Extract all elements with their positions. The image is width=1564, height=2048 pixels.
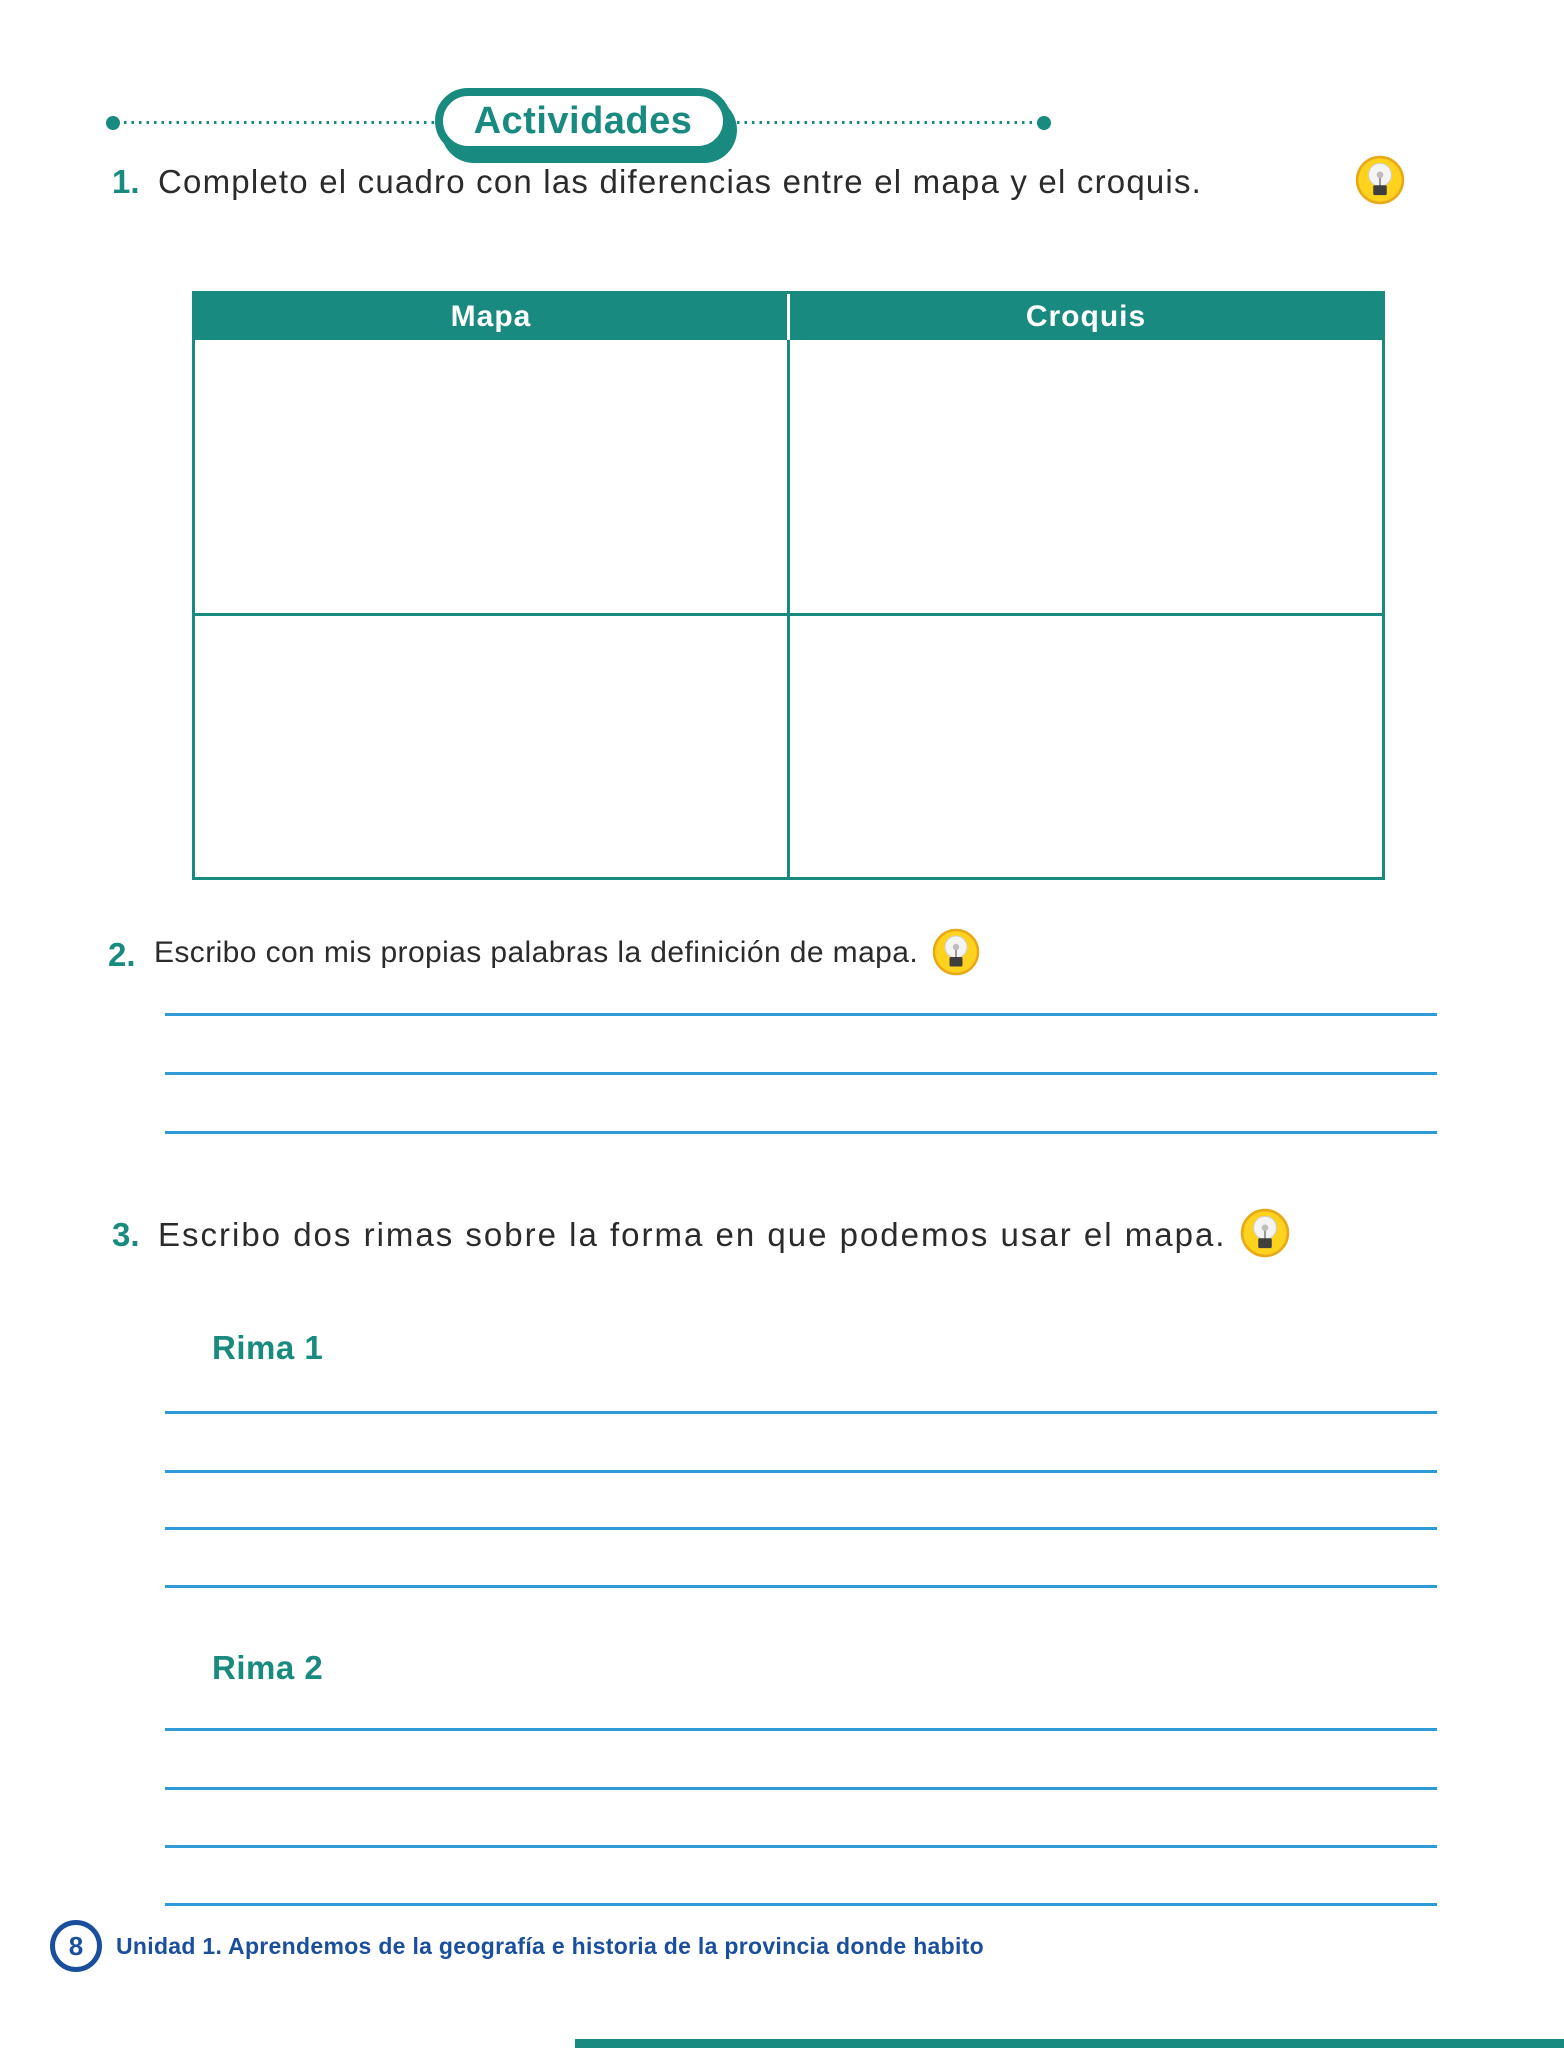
activity-1-number: 1.	[112, 163, 140, 200]
answer-line[interactable]	[165, 1470, 1437, 1473]
section-title-badge	[435, 88, 731, 154]
rule-end-dot-left	[106, 116, 120, 130]
rima-2-label: Rima 2	[212, 1649, 324, 1686]
page-number: 8	[68, 1930, 84, 1961]
table-cell-croquis-row2[interactable]	[787, 616, 1382, 877]
answer-line[interactable]	[165, 1845, 1437, 1848]
page-number-badge	[50, 1920, 102, 1972]
answer-line[interactable]	[165, 1131, 1437, 1134]
table-cell-mapa-row1[interactable]	[195, 340, 787, 613]
answer-line[interactable]	[165, 1411, 1437, 1414]
answer-line[interactable]	[165, 1585, 1437, 1588]
activity-1	[112, 163, 1405, 205]
dotted-rule-right	[737, 121, 1037, 124]
activity-3-number: 3.	[112, 1216, 140, 1253]
table-header-croquis: Croquis	[787, 294, 1382, 340]
section-title: Actividades	[473, 99, 693, 142]
table-row	[195, 613, 1382, 877]
comparison-table	[192, 291, 1385, 880]
activity-2-number: 2.	[108, 936, 136, 973]
table-cell-croquis-row1[interactable]	[787, 340, 1382, 613]
activity-2	[108, 936, 982, 978]
answer-line[interactable]	[165, 1527, 1437, 1530]
lightbulb-icon	[1240, 1208, 1290, 1258]
rule-end-dot-right	[1037, 116, 1051, 130]
activity-3	[112, 1216, 1290, 1258]
comparison-table-header	[195, 294, 1382, 340]
answer-line[interactable]	[165, 1728, 1437, 1731]
activity-3-text: Escribo dos rimas sobre la forma en que podemos usar el mapa.	[158, 1216, 1227, 1253]
answer-line[interactable]	[165, 1903, 1437, 1906]
answer-line[interactable]	[165, 1072, 1437, 1075]
activity-2-text: Escribo con mis propias palabras la definición de mapa.	[154, 936, 919, 969]
lightbulb-icon	[1355, 155, 1405, 205]
table-row	[195, 340, 1382, 613]
lightbulb-icon	[932, 928, 982, 978]
dotted-rule-left	[124, 121, 435, 124]
bottom-accent-bar	[575, 2039, 1564, 2048]
table-cell-mapa-row2[interactable]	[195, 616, 787, 877]
answer-line[interactable]	[165, 1787, 1437, 1790]
activity-1-text: Completo el cuadro con las diferencias entre el mapa y el croquis.	[158, 163, 1203, 200]
table-header-mapa: Mapa	[450, 300, 532, 333]
rima-1-label: Rima 1	[212, 1329, 324, 1366]
answer-line[interactable]	[165, 1013, 1437, 1016]
footer-unit-title: Unidad 1. Aprendemos de la geografía e historia de la provincia donde habito	[116, 1933, 984, 1959]
